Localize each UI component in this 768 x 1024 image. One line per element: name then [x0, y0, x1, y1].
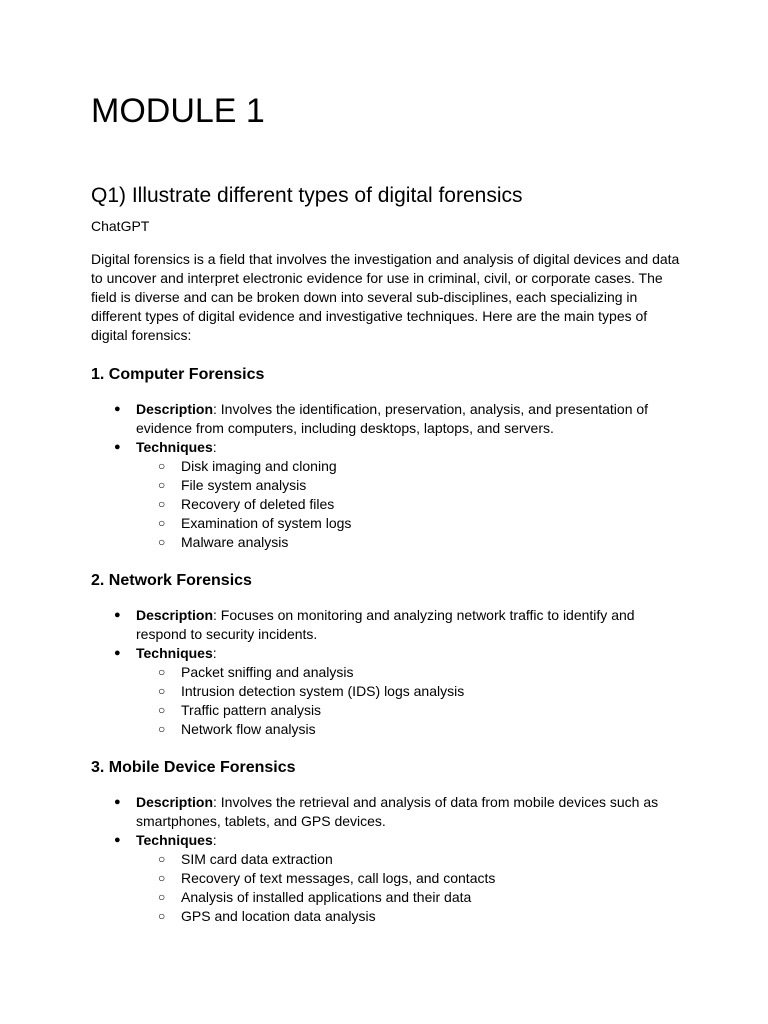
circle-bullet-icon: ○ [158, 497, 166, 511]
technique-text: Disk imaging and cloning [181, 458, 337, 474]
bullet-list [91, 793, 691, 926]
techniques-label: Techniques [136, 645, 213, 661]
circle-bullet-icon: ○ [158, 852, 166, 866]
circle-bullet-icon: ○ [158, 871, 166, 885]
bullet-icon: ● [114, 609, 121, 621]
techniques-line [136, 831, 691, 850]
technique-item [91, 888, 691, 907]
techniques-list [136, 663, 691, 739]
techniques-item [91, 831, 691, 926]
technique-item [91, 495, 691, 514]
description-text: : Involves the identification, preservation, analysis, and presentation of [213, 401, 649, 417]
techniques-suffix: : [212, 439, 217, 455]
technique-item [91, 476, 691, 495]
bullet-icon: ● [114, 796, 121, 808]
circle-bullet-icon: ○ [158, 535, 166, 549]
bullet-icon: ● [114, 647, 121, 659]
section-computer-forensics [91, 364, 691, 552]
technique-text: Intrusion detection system (IDS) logs analysis [181, 683, 465, 699]
technique-text: File system analysis [181, 477, 307, 493]
description-item [91, 606, 691, 644]
document-title: MODULE 1 [91, 92, 265, 130]
techniques-line [136, 438, 691, 457]
description-item [91, 793, 691, 831]
question-heading: Q1) Illustrate different types of digital forensics [91, 184, 523, 207]
section-heading: 1. Computer Forensics [91, 366, 265, 383]
description-line: smartphones, tablets, and GPS devices. [136, 813, 386, 829]
circle-bullet-icon: ○ [158, 516, 166, 530]
description-line: evidence from computers, including desktops, laptops, and servers. [136, 420, 554, 436]
technique-text: SIM card data extraction [181, 851, 333, 867]
description-label: Description [136, 401, 214, 417]
technique-item [91, 663, 691, 682]
intro-line: to uncover and interpret electronic evidence for use in criminal, civil, or corporate cases. The [91, 270, 663, 286]
technique-item [91, 850, 691, 869]
bullet-list [91, 606, 691, 739]
circle-bullet-icon: ○ [158, 909, 166, 923]
techniques-list [136, 850, 691, 926]
techniques-item [91, 438, 691, 552]
intro-paragraph [91, 250, 681, 345]
section-heading: 2. Network Forensics [91, 572, 252, 589]
techniques-item [91, 644, 691, 739]
technique-text: Recovery of deleted files [181, 496, 335, 512]
circle-bullet-icon: ○ [158, 890, 166, 904]
description-line [136, 606, 691, 625]
technique-text: GPS and location data analysis [181, 908, 376, 924]
description-text: : Involves the retrieval and analysis of data from mobile devices such as [213, 794, 659, 810]
description-line [136, 793, 691, 812]
source-label: ChatGPT [91, 218, 150, 234]
technique-text: Malware analysis [181, 534, 289, 550]
techniques-suffix: : [212, 645, 217, 661]
technique-item [91, 720, 691, 739]
techniques-line [136, 644, 691, 663]
technique-text: Recovery of text messages, call logs, and contacts [181, 870, 496, 886]
bullet-icon: ● [114, 834, 121, 846]
description-text: : Focuses on monitoring and analyzing network traffic to identify and [213, 607, 635, 623]
description-label: Description [136, 607, 214, 623]
section-network-forensics [91, 570, 691, 739]
technique-item [91, 682, 691, 701]
bullet-icon: ● [114, 441, 121, 453]
technique-item [91, 907, 691, 926]
circle-bullet-icon: ○ [158, 478, 166, 492]
intro-line: different types of digital evidence and investigative techniques. Here are the main types of [91, 308, 648, 324]
circle-bullet-icon: ○ [158, 684, 166, 698]
circle-bullet-icon: ○ [158, 459, 166, 473]
techniques-list [136, 457, 691, 552]
description-line: respond to security incidents. [136, 626, 318, 642]
technique-text: Network flow analysis [181, 721, 316, 737]
techniques-label: Techniques [136, 439, 213, 455]
technique-text: Analysis of installed applications and their data [181, 889, 472, 905]
intro-line: digital forensics: [91, 327, 192, 343]
technique-item [91, 701, 691, 720]
bullet-icon: ● [114, 403, 121, 415]
circle-bullet-icon: ○ [158, 703, 166, 717]
description-item [91, 400, 691, 438]
technique-item [91, 457, 691, 476]
techniques-label: Techniques [136, 832, 213, 848]
intro-line: Digital forensics is a field that involves the investigation and analysis of digital devices and data [91, 251, 680, 267]
intro-line: field is diverse and can be broken down into several sub-disciplines, each specializing in [91, 289, 638, 305]
bullet-list [91, 400, 691, 552]
description-line [136, 400, 691, 419]
techniques-suffix: : [212, 832, 217, 848]
technique-text: Packet sniffing and analysis [181, 664, 354, 680]
technique-text: Examination of system logs [181, 515, 352, 531]
section-heading: 3. Mobile Device Forensics [91, 759, 296, 776]
circle-bullet-icon: ○ [158, 722, 166, 736]
technique-text: Traffic pattern analysis [181, 702, 322, 718]
technique-item [91, 869, 691, 888]
circle-bullet-icon: ○ [158, 665, 166, 679]
technique-item [91, 514, 691, 533]
section-mobile-device-forensics [91, 757, 691, 926]
technique-item [91, 533, 691, 552]
description-label: Description [136, 794, 214, 810]
